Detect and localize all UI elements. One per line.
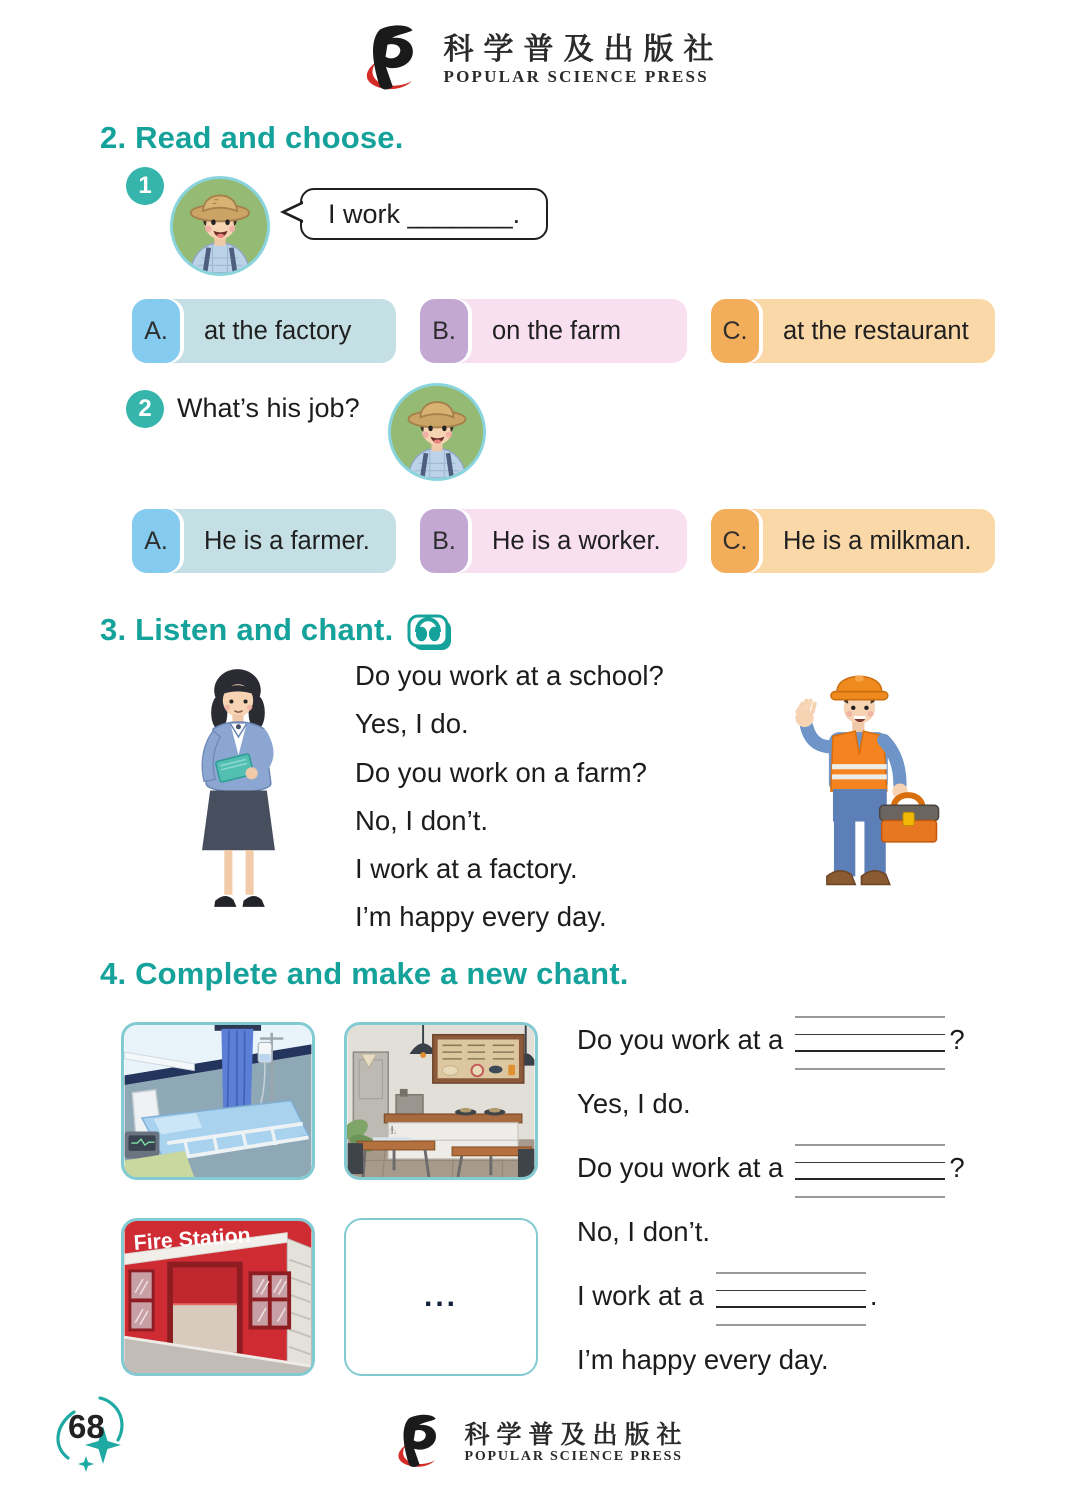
option-label: C. [711,299,759,363]
blank-option-card [344,1218,538,1376]
footer-logo [0,1412,1077,1474]
question1-options [132,299,995,363]
option-label: A. [132,509,180,573]
option-b1: on the farm B. [420,299,687,363]
teacher-illustration [156,660,324,918]
question2-text: What’s his job? [177,393,360,423]
writing-blank [795,1144,945,1198]
new-chant-text [577,1008,965,1392]
option-label: B. [420,509,468,573]
option-label: B. [420,299,468,363]
speech-bubble: I work _______. [300,188,548,240]
press-logo-icon [354,22,430,98]
fire-station-sign: Fire Station [132,1222,252,1256]
hospital-image [121,1022,315,1180]
chant-line: Yes, I do. [355,708,469,740]
ellipsis-placeholder: ... [423,1280,458,1313]
restaurant-image [344,1022,538,1180]
writing-blank [716,1272,866,1326]
writing-blank [795,1016,945,1070]
option-a1: at the factory A. [132,299,396,363]
chant-text [355,652,664,942]
press-logo-icon [388,1412,450,1474]
option-label: A. [132,299,180,363]
worker-illustration [770,655,968,917]
option-b2: He is a worker. B. [420,509,687,573]
chant-line: I’m happy every day. [577,1344,829,1375]
page-number: 68 [68,1408,105,1445]
chant-line-blank: Do you work at a ? [577,1008,965,1072]
section4-title: 4. Complete and make a new chant. [100,956,629,991]
question2-options [132,509,995,573]
chant-line-blank: Do you work at a ? [577,1136,965,1200]
option-c1: at the restaurant C. [711,299,995,363]
question1-badge: 1 [126,167,164,205]
header-logo [0,22,1077,98]
press-name-zh: 科学普及出版社 [443,32,724,66]
section2-title: 2. Read and choose. [100,120,404,155]
option-c2: He is a milkman. C. [711,509,995,573]
farmer-avatar-2 [388,383,486,481]
chant-line: I’m happy every day. [355,901,607,933]
chant-line: Do you work at a school? [355,660,664,691]
press-name-zh: 科学普及出版社 [464,1420,689,1449]
question2-badge: 2 [126,390,164,428]
chant-line: Yes, I do. [577,1088,691,1119]
section3-title: 3. Listen and chant. [100,607,455,653]
chant-line: I work at a factory. [355,853,578,885]
chant-line: No, I don’t. [355,804,488,836]
chant-line: No, I don’t. [577,1216,710,1247]
option-a2: He is a farmer. A. [132,509,396,573]
headphones-icon [405,607,455,653]
chant-line: Do you work on a farm? [355,756,647,788]
farmer-avatar [170,176,270,276]
chant-line-blank: I work at a . [577,1264,965,1328]
press-name-en: POPULAR SCIENCE PRESS [464,1449,683,1465]
option-label: C. [711,509,759,573]
fire-station-image [121,1218,315,1376]
press-name-en: POPULAR SCIENCE PRESS [443,67,709,87]
